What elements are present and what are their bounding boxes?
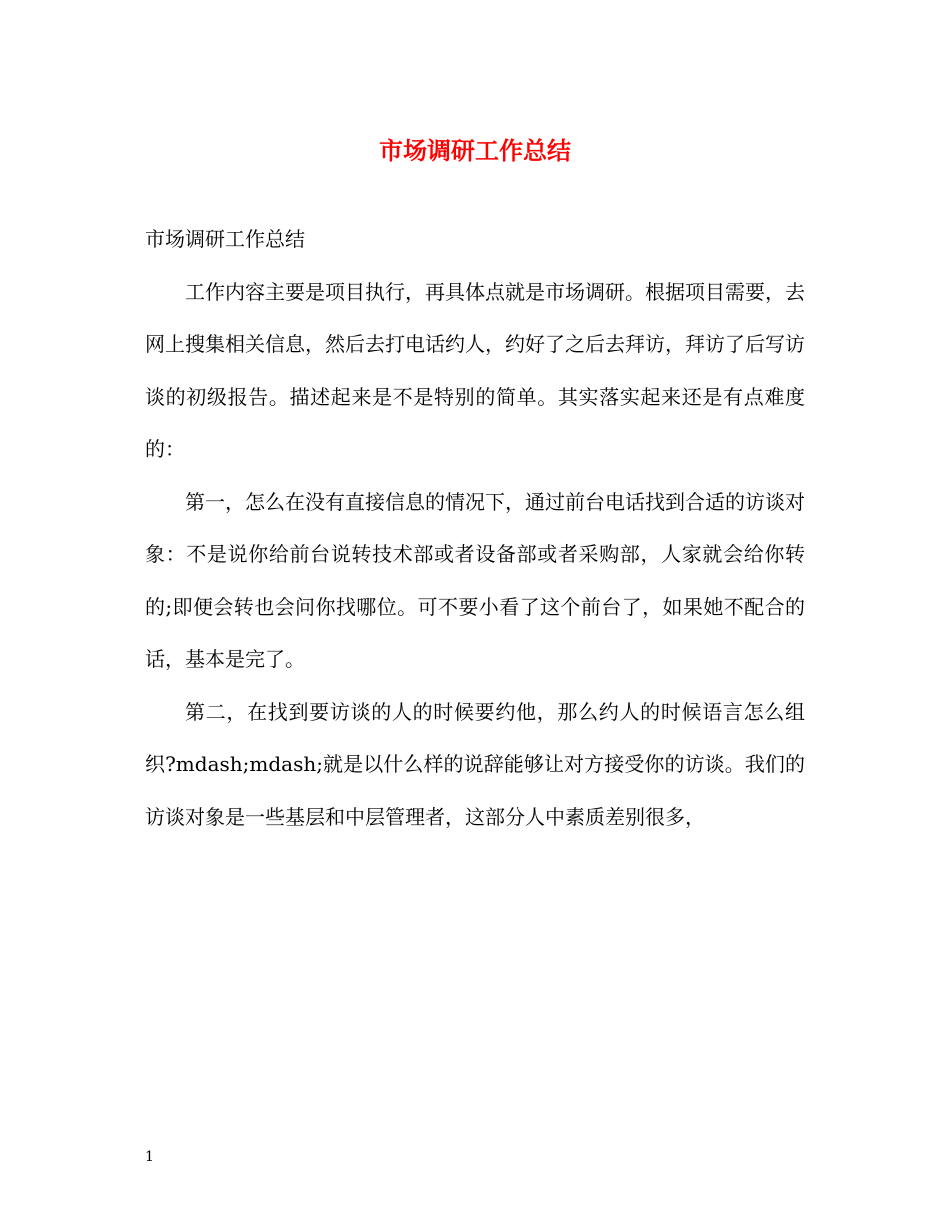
paragraph-heading: 市场调研工作总结: [145, 227, 305, 251]
page-number: 1: [145, 1149, 154, 1165]
paragraph-intro: 工作内容主要是项目执行，再具体点就是市场调研。根据项目需要，去网上搜集相关信息，然后去打电话约人，约好了之后去拜访，拜访了后写访谈的初级报告。描述起来是不是特别的简单。其实落实起来还是有点难度的：: [145, 279, 805, 461]
document-title: 市场调研工作总结: [379, 136, 571, 165]
document-body: [145, 213, 805, 843]
paragraph-point-two: 第二，在找到要访谈的人的时候要约他，那么约人的时候语言怎么组织?mdash;mdash;就是以什么样的说辞能够让对方接受你的访谈。我们的访谈对象是一些基层和中层管理者，这部分人中素质差别很多，: [145, 699, 805, 829]
paragraph-point-one: 第一，怎么在没有直接信息的情况下，通过前台电话找到合适的访谈对象：不是说你给前台说转技术部或者设备部或者采购部，人家就会给你转的;即便会转也会问你找哪位。可不要小看了这个前台了，如果她不配合的话，基本是完了。: [145, 489, 805, 671]
